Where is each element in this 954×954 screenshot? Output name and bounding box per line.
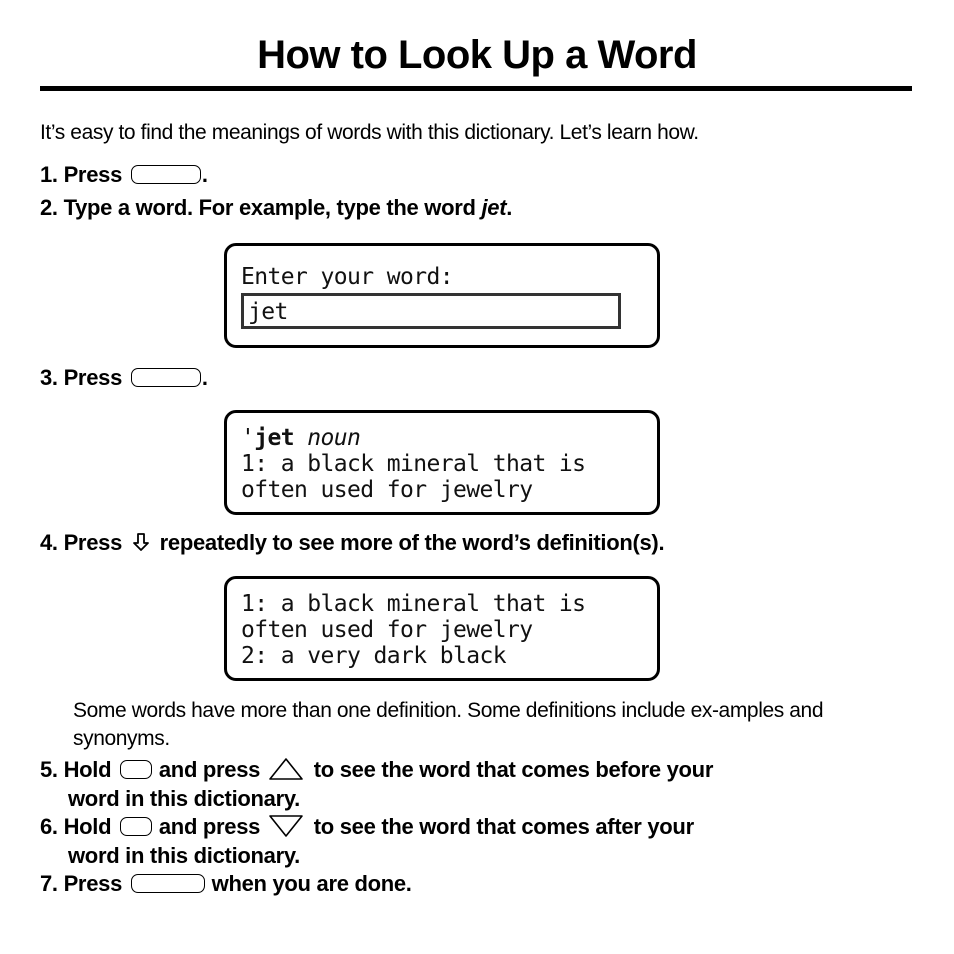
step-6 [40,813,694,870]
step-text: Press [63,530,123,555]
part-of-speech: noun [307,425,361,451]
step-1 [40,161,208,189]
definition-line: 1: a black mineral that is [241,591,586,617]
word-input-value: jet [248,299,288,325]
step-text: repeatedly to see more of the word’s definition(s). [159,530,665,555]
step-number: 4. [40,530,58,555]
headword: jet [254,425,294,451]
step-text: Hold [63,814,112,839]
definition-line: often used for jewelry [241,617,533,643]
definition-screen [224,410,660,515]
step-number: 1. [40,162,58,187]
step-number: 2. [40,195,58,220]
step-number: 5. [40,757,58,782]
title-rule [40,86,912,91]
blank-key-icon [131,368,201,387]
step-text: Press [63,871,123,896]
step-text: Press [63,365,123,390]
step-4 [40,529,664,557]
step-text: word in this dictionary. [68,843,300,869]
step-text: Type a word. For example, type the word [63,195,476,220]
headword-line [241,425,360,451]
blank-key-icon [131,874,205,893]
blank-key-icon [131,165,201,184]
definition-line: often used for jewelry [241,477,533,503]
up-triangle-key-icon [268,757,304,781]
example-word: jet [481,195,507,220]
step-text: Hold [63,757,112,782]
step-text: to see the word that comes before your [313,757,714,782]
down-triangle-key-icon [268,814,304,838]
step-text: and press [158,814,261,839]
entry-screen [224,243,660,348]
intro-text: It’s easy to find the meanings of words with this dictionary. Let’s learn how. [40,121,699,144]
word-input-field [241,293,621,329]
step-text: word in this dictionary. [68,786,300,812]
step-2 [40,194,512,222]
homograph-mark: ' [241,425,255,451]
step-text: . [201,162,208,187]
step-text: to see the word that comes after your [313,814,694,839]
definition-note: Some words have more than one definition. Some definitions include ex-amples and synonyms. [73,699,824,750]
blank-key-icon [120,817,152,836]
step-3 [40,364,208,392]
down-arrow-key-icon [132,532,150,552]
page-title: How to Look Up a Word [257,33,697,77]
step-text: Press [63,162,123,187]
step-text: when you are done. [211,871,412,896]
entry-prompt: Enter your word: [241,264,453,290]
more-definitions-screen [224,576,660,681]
definition-line: 2: a very dark black [241,643,506,669]
step-number: 3. [40,365,58,390]
step-text: . [201,365,208,390]
blank-key-icon [120,760,152,779]
step-5 [40,756,713,813]
step-number: 6. [40,814,58,839]
definition-line: 1: a black mineral that is [241,451,586,477]
step-7 [40,870,412,898]
step-text: . [506,195,513,220]
step-number: 7. [40,871,58,896]
step-text: and press [158,757,261,782]
